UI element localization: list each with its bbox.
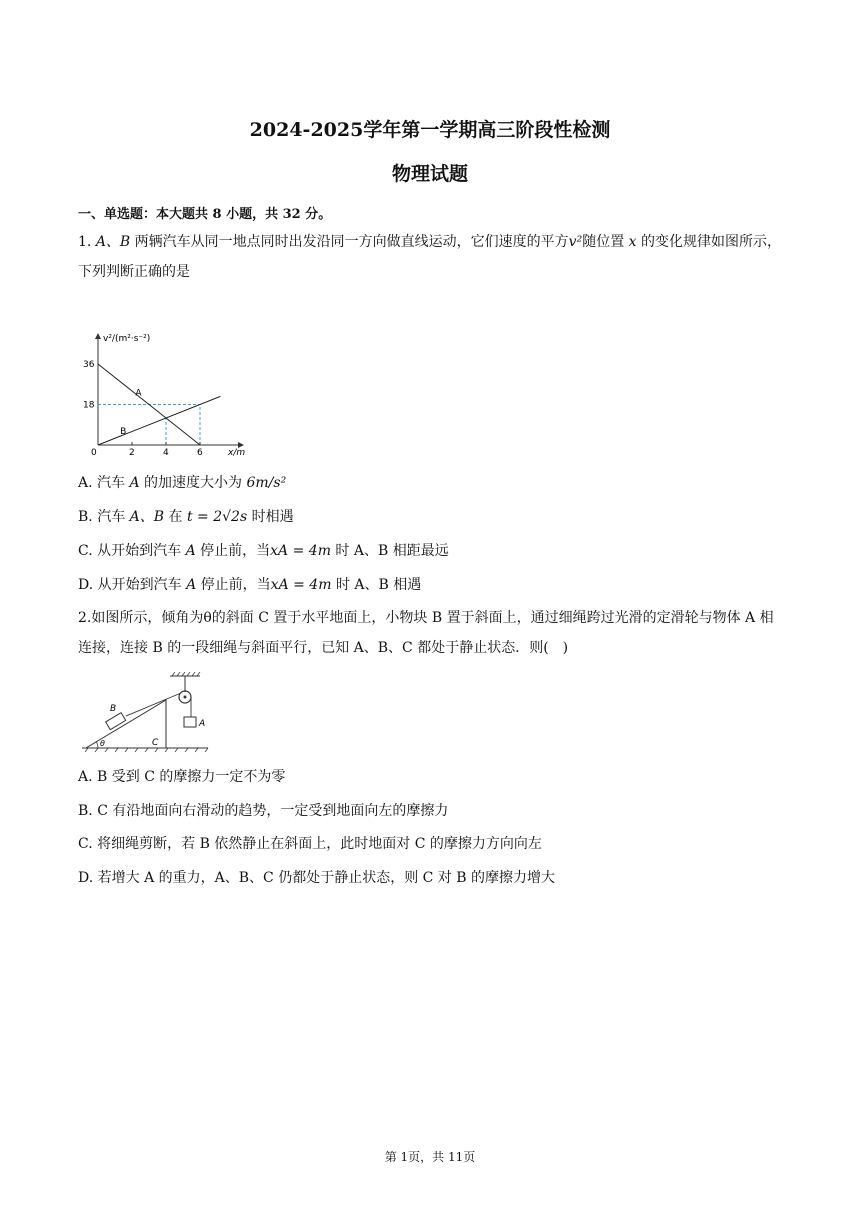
label-theta: θ <box>100 739 105 748</box>
v2-x-chart <box>78 328 253 463</box>
exam-subject: 物理试题 <box>391 163 468 185</box>
q2-option-c[interactable]: C. 将细绳剪断，若 B 依然静止在斜面上，此时地面对 C 的摩擦力方向向左 <box>78 836 542 852</box>
page-footer: 第 1页，共 11页 <box>384 1150 476 1164</box>
x-axis-label: x/m <box>228 448 246 458</box>
exam-title: 2024-2025学年第一学期高三阶段性检测 <box>249 119 611 141</box>
q2-option-a[interactable]: A. B 受到 C 的摩擦力一定不为零 <box>78 769 286 785</box>
q1-option-b[interactable]: B. 汽车 A、B 在 t = 2√2s 时相遇 <box>78 509 294 525</box>
q1-option-d[interactable]: D. 从开始到汽车 A 停止前，当xA = 4m 时 A、B 相遇 <box>78 577 422 593</box>
y-axis-label: v²/(m²·s⁻²) <box>103 334 151 344</box>
q1-option-a[interactable]: A. 汽车 A 的加速度大小为 6m/s² <box>78 475 287 491</box>
question-1-stem: 1. A、B 两辆汽车从同一地点同时出发沿同一方向做直线运动，它们速度的平方v²随位置 x 的变化规律如图所示，下列判断正确的是 <box>78 234 782 280</box>
series-label-a: A <box>135 388 142 399</box>
x-tick-label-2: 2 <box>129 448 135 458</box>
incline-pulley-figure <box>78 672 213 754</box>
x-tick-label-0: 0 <box>91 448 97 458</box>
q1-option-c[interactable]: C. 从开始到汽车 A 停止前，当xA = 4m 时 A、B 相距最远 <box>78 543 449 559</box>
label-c: C <box>152 738 159 748</box>
series-line-b <box>98 396 220 445</box>
y-tick-label-36: 36 <box>83 360 95 370</box>
section-heading: 一、单选题：本大题共 8 小题，共 32 分。 <box>78 207 332 222</box>
block-b <box>106 713 126 730</box>
q2-option-b[interactable]: B. C 有沿地面向右滑动的趋势，一定受到地面向左的摩擦力 <box>78 803 449 819</box>
x-tick-label-4: 4 <box>163 448 169 458</box>
block-a <box>184 717 196 727</box>
x-tick-label-6: 6 <box>197 448 203 458</box>
question-2-stem: 2.如图所示，倾角为θ的斜面 C 置于水平地面上，小物块 B 置于斜面上，通过细绳跨过光滑的定滑轮与物体 A 相连接，连接 B 的一段细绳与斜面平行，已知 A、B、C 都处于静止状态．则( ) <box>78 610 774 656</box>
y-tick-label-18: 18 <box>83 400 95 411</box>
series-label-b: B <box>120 426 127 437</box>
label-a: A <box>199 719 206 729</box>
q2-option-d[interactable]: D. 若增大 A 的重力，A、B、C 仍都处于静止状态，则 C 对 B 的摩擦力增大 <box>78 870 555 886</box>
label-b: B <box>110 704 117 714</box>
